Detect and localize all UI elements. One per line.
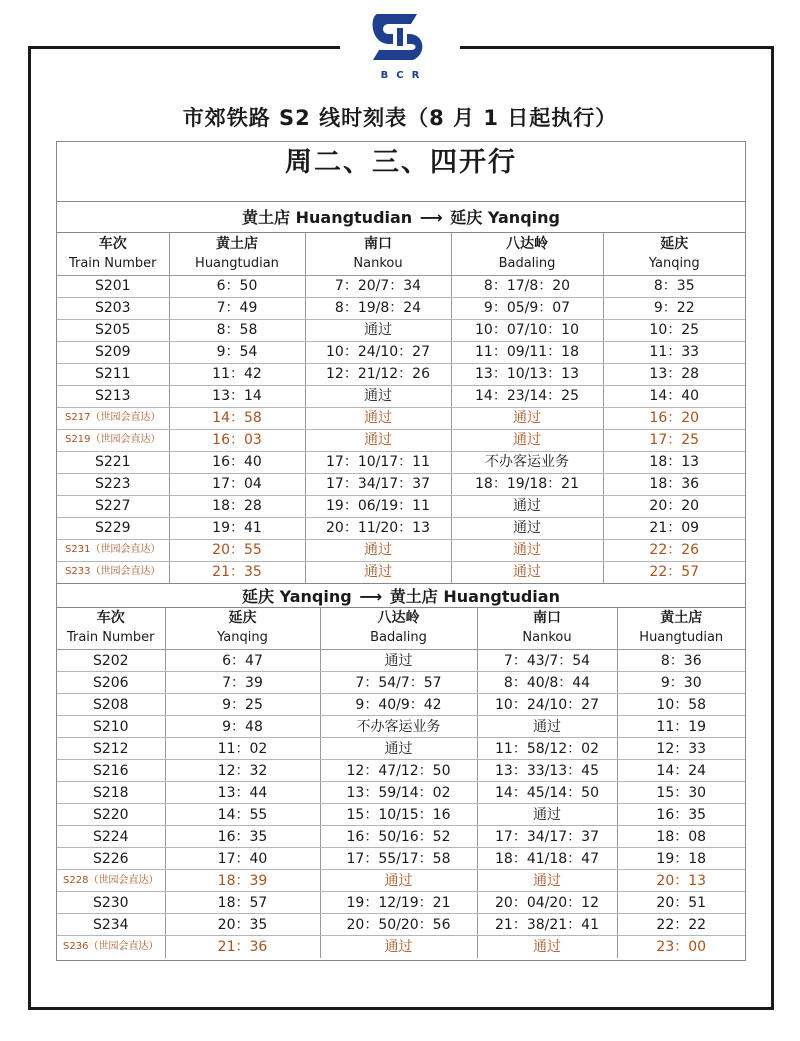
- column-header-en: Badaling: [370, 630, 427, 646]
- time-cell: 17：10/17：11: [305, 451, 451, 473]
- time-cell: 11：33: [603, 341, 745, 363]
- time-cell: 通过: [477, 804, 617, 826]
- time-cell: 18：19/18：21: [451, 473, 603, 495]
- column-header-zh: 黄土店: [660, 610, 703, 627]
- time-cell: 9：25: [165, 694, 320, 716]
- time-cell: 通过: [305, 561, 451, 583]
- time-cell: 通过: [305, 319, 451, 341]
- time-cell: 17：40: [165, 848, 320, 870]
- column-header-en: Yanqing: [648, 255, 700, 271]
- time-cell: 通过: [320, 650, 477, 672]
- time-cell: 21：09: [603, 517, 745, 539]
- header-row: [57, 233, 745, 275]
- time-cell: 通过: [451, 495, 603, 517]
- time-cell: 9：05/9：07: [451, 297, 603, 319]
- column-header-zh: 黄土店: [216, 235, 258, 252]
- time-cell: 9：22: [603, 297, 745, 319]
- column-header: [477, 608, 617, 650]
- time-cell: 8：35: [603, 275, 745, 297]
- time-cell: 14：23/14：25: [451, 385, 603, 407]
- train-number-cell: S220: [57, 804, 165, 826]
- time-cell: 20：20: [603, 495, 745, 517]
- time-cell: 13：44: [165, 782, 320, 804]
- to-station-en: Huangtudian: [443, 586, 560, 606]
- time-cell: 11：58/12：02: [477, 738, 617, 760]
- time-cell: 18：39: [165, 870, 320, 892]
- column-header: [169, 233, 305, 275]
- column-header: [165, 608, 320, 650]
- table-row: [57, 716, 745, 738]
- operating-days: 周二、三、四开行: [57, 142, 745, 202]
- time-cell: 11：19: [617, 716, 745, 738]
- time-cell: 13：14: [169, 385, 305, 407]
- time-cell: 22：26: [603, 539, 745, 561]
- table-row: [57, 407, 745, 429]
- time-cell: 7：39: [165, 672, 320, 694]
- train-number-cell: S231（世园会直达）: [57, 539, 169, 561]
- time-cell: 21：38/21：41: [477, 914, 617, 936]
- table-row: [57, 848, 745, 870]
- time-cell: 通过: [320, 738, 477, 760]
- time-cell: 8：19/8：24: [305, 297, 451, 319]
- time-cell: 21：36: [165, 936, 320, 958]
- time-cell: 10：24/10：27: [477, 694, 617, 716]
- time-cell: 8：36: [617, 650, 745, 672]
- time-cell: 不办客运业务: [451, 451, 603, 473]
- time-cell: 11：42: [169, 363, 305, 385]
- time-cell: 18：13: [603, 451, 745, 473]
- time-cell: 21：35: [169, 561, 305, 583]
- time-cell: 17：34/17：37: [305, 473, 451, 495]
- to-station-zh: 延庆: [450, 208, 483, 227]
- time-cell: 17：55/17：58: [320, 848, 477, 870]
- table-row: [57, 517, 745, 539]
- table-row: [57, 275, 745, 297]
- column-header-zh: 延庆: [660, 235, 689, 252]
- timetable-outbound: [57, 233, 745, 584]
- time-cell: 16：35: [617, 804, 745, 826]
- train-number-cell: S227: [57, 495, 169, 517]
- column-header-zh: 南口: [364, 235, 392, 252]
- train-number-cell: S223: [57, 473, 169, 495]
- time-cell: 16：40: [169, 451, 305, 473]
- time-cell: 9：30: [617, 672, 745, 694]
- time-cell: 13：28: [603, 363, 745, 385]
- time-cell: 8：17/8：20: [451, 275, 603, 297]
- time-cell: 19：18: [617, 848, 745, 870]
- table-row: [57, 936, 745, 958]
- column-header-en: Huangtudian: [195, 255, 279, 271]
- table-row: [57, 495, 745, 517]
- time-cell: 不办客运业务: [320, 716, 477, 738]
- time-cell: 23：00: [656, 938, 707, 955]
- column-header-en: Nankou: [353, 255, 403, 271]
- train-number-cell: S212: [57, 738, 165, 760]
- time-cell: 9：54: [169, 341, 305, 363]
- time-cell: 13：10/13：13: [451, 363, 603, 385]
- train-number-cell: S209: [57, 341, 169, 363]
- train-number-cell: S203: [57, 297, 169, 319]
- time-cell: 11：09/11：18: [451, 341, 603, 363]
- time-cell: 12：33: [617, 738, 745, 760]
- time-cell: 通过: [451, 561, 603, 583]
- table-row: [57, 870, 745, 892]
- train-number-cell: S217（世园会直达）: [57, 407, 169, 429]
- column-header: [57, 608, 165, 650]
- time-cell: 14：45/14：50: [477, 782, 617, 804]
- time-cell: 15：30: [617, 782, 745, 804]
- time-cell: 通过: [451, 539, 603, 561]
- time-cell: 7：43/7：54: [477, 650, 617, 672]
- column-header: [305, 233, 451, 275]
- table-row: [57, 804, 745, 826]
- train-number-cell: S213: [57, 385, 169, 407]
- table-row: [57, 341, 745, 363]
- time-cell: 14：40: [603, 385, 745, 407]
- time-cell: 通过: [320, 870, 477, 892]
- time-cell: 22：22: [617, 914, 745, 936]
- time-cell: 通过: [305, 539, 451, 561]
- time-cell: 13：33/13：45: [477, 760, 617, 782]
- train-number-cell: S211: [57, 363, 169, 385]
- table-row: [57, 473, 745, 495]
- column-header: [603, 233, 745, 275]
- train-number-cell: S229: [57, 517, 169, 539]
- arrow-right-icon: ⟶: [419, 208, 443, 227]
- from-station-zh: 黄土店: [242, 208, 291, 227]
- table-row: [57, 738, 745, 760]
- table-row: [57, 561, 745, 583]
- direction-header-2: [57, 584, 745, 608]
- header-row: [57, 608, 745, 650]
- table-row: [57, 451, 745, 473]
- time-cell: 17：04: [169, 473, 305, 495]
- time-cell: 18：57: [165, 892, 320, 914]
- time-cell: 16：50/16：52: [320, 826, 477, 848]
- time-cell: 19：41: [169, 517, 305, 539]
- timetable-inbound: [57, 608, 745, 958]
- time-cell: 6：47: [165, 650, 320, 672]
- time-cell: 17：25: [603, 429, 745, 451]
- train-number-cell: S208: [57, 694, 165, 716]
- column-header-en: Huangtudian: [639, 630, 724, 646]
- time-cell: 6：50: [169, 275, 305, 297]
- column-header-zh: 延庆: [228, 610, 257, 627]
- to-station-zh: 黄土店: [389, 586, 438, 606]
- from-station-zh: 延庆: [242, 586, 275, 606]
- column-header: [57, 233, 169, 275]
- time-cell: 12：47/12：50: [320, 760, 477, 782]
- table-row: [57, 363, 745, 385]
- train-number-cell: S224: [57, 826, 165, 848]
- time-cell: 9：40/9：42: [320, 694, 477, 716]
- column-header-en: Train Number: [66, 630, 155, 646]
- time-cell: 通过: [451, 429, 603, 451]
- time-cell: 18：36: [603, 473, 745, 495]
- time-cell: 通过: [477, 936, 617, 958]
- time-cell: 20：11/20：13: [305, 517, 451, 539]
- page-title: 市郊铁路 S2 线时刻表（8 月 1 日起执行）: [182, 106, 618, 130]
- time-cell: 16：03: [169, 429, 305, 451]
- time-cell: 15：10/15：16: [320, 804, 477, 826]
- time-cell: 22：57: [603, 561, 745, 583]
- time-cell: 13：59/14：02: [320, 782, 477, 804]
- table-row: [57, 760, 745, 782]
- time-cell: 通过: [477, 716, 617, 738]
- from-station-en: Yanqing: [279, 586, 352, 606]
- time-cell: 10：24/10：27: [305, 341, 451, 363]
- time-cell: 20：55: [169, 539, 305, 561]
- time-cell: 20：51: [617, 892, 745, 914]
- time-cell: 20：04/20：12: [477, 892, 617, 914]
- time-cell: 10：07/10：10: [451, 319, 603, 341]
- time-cell: 14：55: [165, 804, 320, 826]
- column-header-zh: 南口: [533, 610, 561, 627]
- time-cell: 19：06/19：11: [305, 495, 451, 517]
- time-cell: 20：50/20：56: [320, 914, 477, 936]
- table-row: [57, 297, 745, 319]
- column-header-en: Yanqing: [217, 630, 268, 646]
- time-cell: 20：13: [617, 870, 745, 892]
- bcr-logo-icon: [369, 8, 431, 72]
- table-row: [57, 319, 745, 341]
- column-header-zh: 车次: [98, 235, 127, 252]
- time-cell: 17：34/17：37: [477, 826, 617, 848]
- direction-header-1: [57, 202, 745, 233]
- table-row: [57, 672, 745, 694]
- column-header-zh: 八达岭: [377, 610, 420, 627]
- column-header-zh: 八达岭: [506, 235, 548, 252]
- time-cell: 18：28: [169, 495, 305, 517]
- column-header-en: Train Number: [68, 255, 157, 271]
- time-cell: 通过: [305, 407, 451, 429]
- time-cell: 19：12/19：21: [320, 892, 477, 914]
- train-number-cell: S219（世园会直达）: [57, 429, 169, 451]
- bcr-logo: [340, 8, 460, 96]
- arrow-right-icon: ⟶: [359, 586, 383, 606]
- time-cell: 通过: [477, 870, 617, 892]
- time-cell: 8：40/8：44: [477, 672, 617, 694]
- column-header-en: Badaling: [498, 255, 556, 271]
- time-cell: 18：41/18：47: [477, 848, 617, 870]
- train-number-cell: S234: [57, 914, 165, 936]
- to-station-en: Yanqing: [487, 208, 560, 227]
- train-number-cell: S201: [57, 275, 169, 297]
- train-number-cell: S226: [57, 848, 165, 870]
- time-cell: 11：02: [165, 738, 320, 760]
- logo-text: BCR: [380, 70, 428, 81]
- train-number-cell: S230: [57, 892, 165, 914]
- table-row: [57, 429, 745, 451]
- train-number-cell: S218: [57, 782, 165, 804]
- train-number-cell: S233（世园会直达）: [57, 561, 169, 583]
- table-row: [57, 385, 745, 407]
- column-header-en: Nankou: [522, 630, 572, 646]
- column-header: [320, 608, 477, 650]
- timetable: [56, 141, 746, 961]
- time-cell: 16：35: [165, 826, 320, 848]
- table-row: [57, 826, 745, 848]
- train-number-cell: S202: [57, 650, 165, 672]
- time-cell: 10：25: [603, 319, 745, 341]
- time-cell: 16：20: [603, 407, 745, 429]
- train-number-cell: S216: [57, 760, 165, 782]
- table-row: [57, 914, 745, 936]
- column-header: [617, 608, 745, 650]
- time-cell: 14：58: [169, 407, 305, 429]
- table-row: [57, 650, 745, 672]
- table-row: [57, 694, 745, 716]
- column-header-zh: 车次: [96, 610, 125, 627]
- time-cell: 18：08: [617, 826, 745, 848]
- time-cell: 7：49: [169, 297, 305, 319]
- time-cell: 通过: [451, 517, 603, 539]
- train-number-cell: S206: [57, 672, 165, 694]
- time-cell: 7：54/7：57: [320, 672, 477, 694]
- train-number-cell: S210: [57, 716, 165, 738]
- time-cell: 8：58: [169, 319, 305, 341]
- time-cell: 14：24: [617, 760, 745, 782]
- time-cell: 10：58: [617, 694, 745, 716]
- time-cell: 9：48: [165, 716, 320, 738]
- train-number-cell: S205: [57, 319, 169, 341]
- time-cell: 通过: [305, 429, 451, 451]
- table-row: [57, 782, 745, 804]
- time-cell: 20：35: [165, 914, 320, 936]
- time-cell: 7：20/7：34: [305, 275, 451, 297]
- train-number-cell: S236（世园会直达）: [57, 936, 165, 958]
- table-row: [57, 539, 745, 561]
- train-number-cell: S221: [57, 451, 169, 473]
- table-row: [57, 892, 745, 914]
- column-header: [451, 233, 603, 275]
- time-cell: 通过: [305, 385, 451, 407]
- from-station-en: Huangtudian: [295, 208, 413, 227]
- time-cell: 12：32: [165, 760, 320, 782]
- time-cell: 通过: [451, 407, 603, 429]
- time-cell: 12：21/12：26: [305, 363, 451, 385]
- train-number-cell: S228（世园会直达）: [57, 870, 165, 892]
- time-cell: 通过: [320, 936, 477, 958]
